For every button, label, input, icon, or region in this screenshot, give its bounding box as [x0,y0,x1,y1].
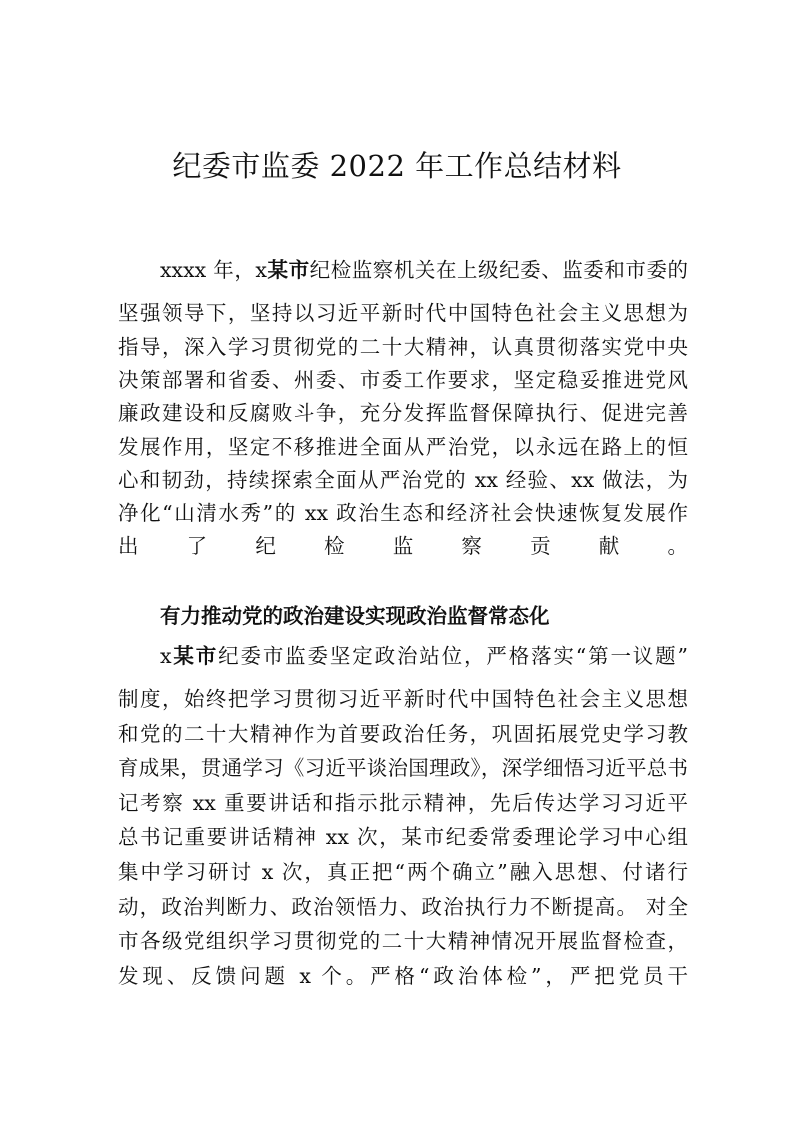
paragraph-1-lead-prefix: xxxx 年，x [160,258,267,282]
paragraph-1-line-3: 指导，深入学习贯彻党的二十大精神，认真贯彻落实党中央 [118,335,688,359]
paragraph-2-line-7: 集中学习研讨 x 次，真正把“两个确立”融入思想、付诸行 [118,860,688,884]
paragraph-2-line-1 [160,641,688,671]
paragraph-1-line-4: 决策部署和省委、州委、市委工作要求，坚定稳妥推进党风 [118,368,688,392]
paragraph-2-line-8: 动，政治判断力、政治领悟力、政治执行力不断提高。 对全 [118,895,688,919]
paragraph-1-line-2: 坚强领导下，坚持以习近平新时代中国特色社会主义思想为 [118,301,688,325]
document-title: 纪委市监委 2022 年工作总结材料 [172,149,622,183]
paragraph-1-line-5: 廉政建设和反腐败斗争，充分发挥监督保障执行、促进完善 [118,401,688,425]
paragraph-1-line-9: 出了纪检监察贡献。 [118,534,688,558]
paragraph-2-line-1-text: 纪委市监委坚定政治站位，严格落实“第一议题” [218,644,688,668]
paragraph-1-line-7: 心和韧劲，持续探索全面从严治党的 xx 经验、xx 做法，为 [118,468,688,492]
paragraph-1-lead-city: 某市 [266,258,310,282]
paragraph-2-lead-city: 某市 [171,644,219,668]
paragraph-2-line-5: 记考察 xx 重要讲话和指示批示精神，先后传达学习习近平 [118,791,688,815]
paragraph-2-line-2: 制度，始终把学习贯彻习近平新时代中国特色社会主义思想 [118,687,688,711]
section-heading: 有力推动党的政治建设实现政治监督常态化 [160,604,550,628]
paragraph-1-line-1 [160,255,688,285]
paragraph-2-line-3: 和党的二十大精神作为首要政治任务，巩固拓展党史学习教 [118,722,688,746]
paragraph-1-line-6: 发展作用，坚定不移推进全面从严治党，以永远在路上的恒 [118,435,688,459]
paragraph-2-line-10: 发现、反馈问题 x 个。严格“政治体检”，严把党员干 [118,964,688,988]
paragraph-1-line-8: 净化“山清水秀”的 xx 政治生态和经济社会快速恢复发展作 [118,501,688,525]
paragraph-2-line-9: 市各级党组织学习贯彻党的二十大精神情况开展监督检查， [118,929,688,953]
paragraph-2-line-4: 育成果，贯通学习《习近平谈治国理政》，深学细悟习近平总书 [118,756,688,780]
paragraph-2-lead-prefix: x [160,644,172,668]
paragraph-2-line-6: 总书记重要讲话精神 xx 次，某市纪委常委理论学习中心组 [118,825,688,849]
paragraph-1-line-1-text: 纪检监察机关在上级纪委、监委和市委的 [309,258,689,282]
